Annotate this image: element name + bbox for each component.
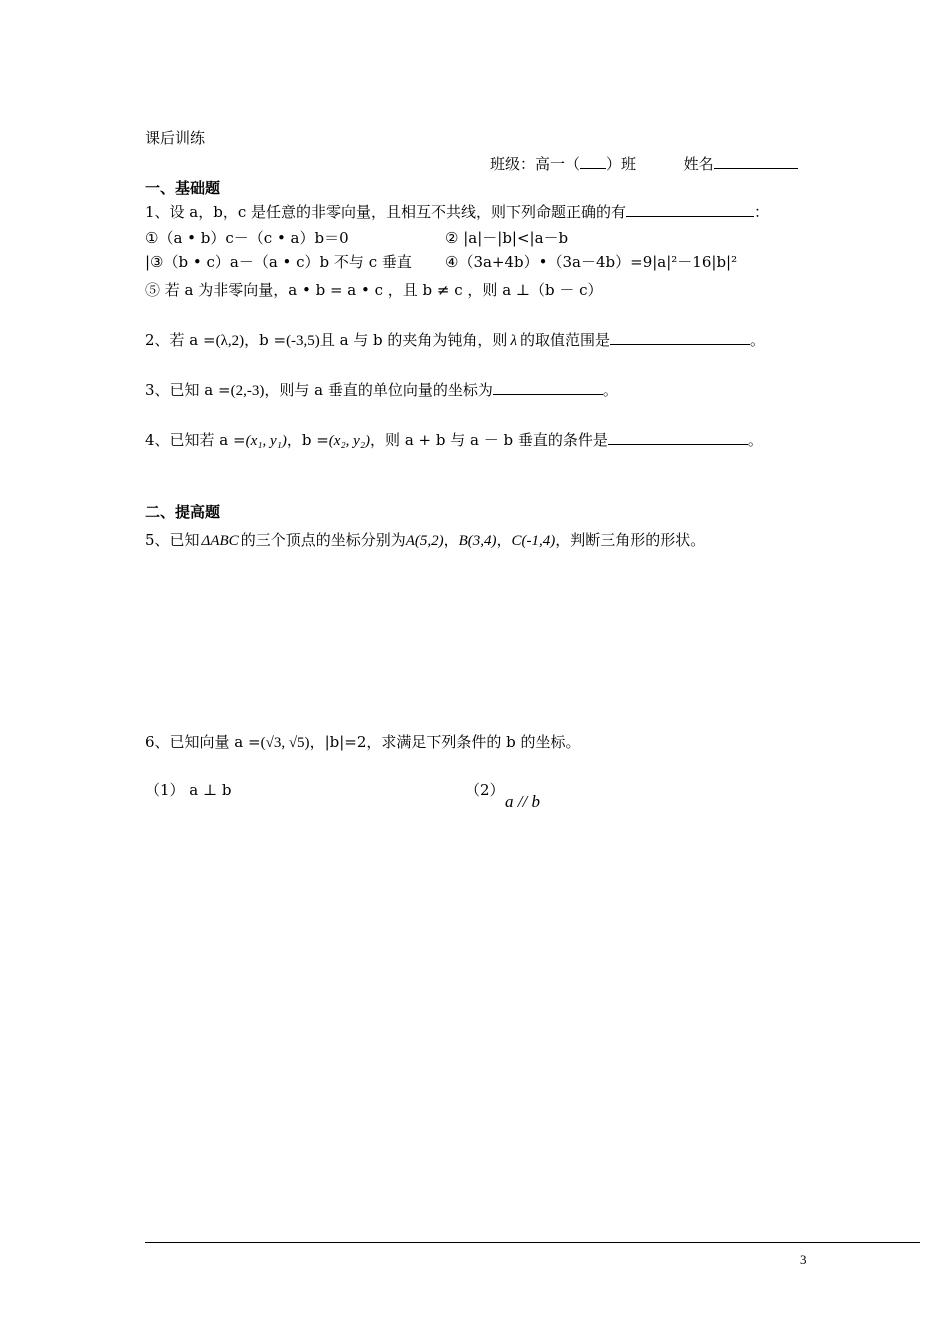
q6: [145, 732, 581, 753]
class-blank[interactable]: [580, 154, 606, 169]
q6-mid: ，|b|=2，求满足下列条件的 b 的坐标。: [309, 733, 581, 751]
name-label: 姓名: [683, 155, 714, 173]
q4-answer-blank[interactable]: [608, 430, 748, 445]
q2-lambda: λ: [510, 333, 517, 349]
section-basic-heading: 一、基础题: [145, 179, 221, 197]
q2-b-value: (-3,5): [286, 333, 320, 349]
q1-answer-blank[interactable]: [626, 202, 754, 217]
q2-end: 。: [749, 331, 765, 349]
q2: [145, 330, 765, 351]
q5-point-a: A(5,2): [405, 533, 444, 549]
q1-colon: ：: [754, 203, 770, 221]
q3-a-value: (2,-3): [230, 383, 265, 399]
q1-option-4: ④（3a+4b）•（3a－4b）=9|a|²－16|b|²: [445, 253, 738, 271]
q6-part-2-expr: a // b: [505, 792, 540, 811]
q2-prefix: 2、若 a =: [145, 331, 216, 349]
q4: [145, 430, 763, 451]
q6-part-2: [465, 780, 505, 800]
name-blank[interactable]: [714, 154, 798, 169]
q1-option-3: |③（b • c）a－（a • c）b 不与 c 垂直: [145, 253, 412, 271]
q4-mid: ，b =: [286, 431, 329, 449]
page-number: 3: [800, 1252, 807, 1267]
q4-a-value: (x₁, y₁): [245, 433, 287, 449]
q5-mid: 的三个顶点的坐标分别为: [240, 531, 406, 549]
q2-mid2: 且 a 与 b 的夹角为钝角，则: [319, 331, 508, 349]
q2-a-value: (λ,2): [215, 333, 245, 349]
q5-point-c: C(-1,4): [511, 533, 556, 549]
q6-part-1: （1） a ⊥ b: [145, 781, 232, 799]
footer-rule: [145, 1242, 920, 1243]
title-text: 课后训练: [145, 129, 206, 147]
section-advanced-heading: 二、提高题: [145, 503, 221, 521]
q3-suffix: ，则与 a 垂直的单位向量的坐标为: [264, 381, 493, 399]
q1-option-1: ①（a • b）c－（c • a）b＝0: [145, 229, 349, 247]
q6-a-value: (√3, √5): [260, 735, 310, 751]
q5-prefix: 5、已知: [145, 531, 200, 549]
worksheet-title: [145, 128, 205, 148]
q5-point-b: B(3,4): [458, 533, 497, 549]
q1-option-2: ② |a|－|b|<|a－b: [445, 229, 569, 247]
q4-prefix: 4、已知若 a =: [145, 431, 246, 449]
q1-stem: [145, 202, 769, 222]
q2-mid1: ，b =: [244, 331, 287, 349]
q3-prefix: 3、已知 a =: [145, 381, 231, 399]
q5: 5、已知 ΔABC 的三个顶点的坐标分别为A(5,2)，B(3,4)，C(-1,4)，判断三角形的形状。: [145, 531, 706, 549]
q3: [145, 380, 618, 401]
q2-suffix: 的取值范围是: [519, 331, 610, 349]
q4-end: 。: [747, 431, 763, 449]
q5-suffix: ，判断三角形的形状。: [555, 531, 706, 549]
q6-part-2-label: （2）: [465, 781, 505, 799]
q3-end: 。: [602, 381, 618, 399]
class-suffix: ）班: [606, 155, 637, 173]
q4-b-value: (x₂, y₂): [328, 433, 371, 449]
q1-stem-text: 1、设 a，b，c 是任意的非零向量，且相互不共线，则下列命题正确的有: [145, 203, 627, 221]
q1-option-5: ⑤ 若 a 为非零向量，a • b = a • c ，且 b ≠ c ，则 a ⊥（b － c）: [145, 281, 603, 299]
q4-suffix: ，则 a + b 与 a － b 垂直的条件是: [370, 431, 608, 449]
class-label: 班级：高一（: [490, 155, 581, 173]
q5-triangle: ΔABC: [201, 533, 239, 549]
class-name-line: [490, 154, 798, 174]
q2-answer-blank[interactable]: [610, 330, 750, 345]
q3-answer-blank[interactable]: [493, 380, 603, 395]
q6-prefix: 6、已知向量 a =: [145, 733, 261, 751]
